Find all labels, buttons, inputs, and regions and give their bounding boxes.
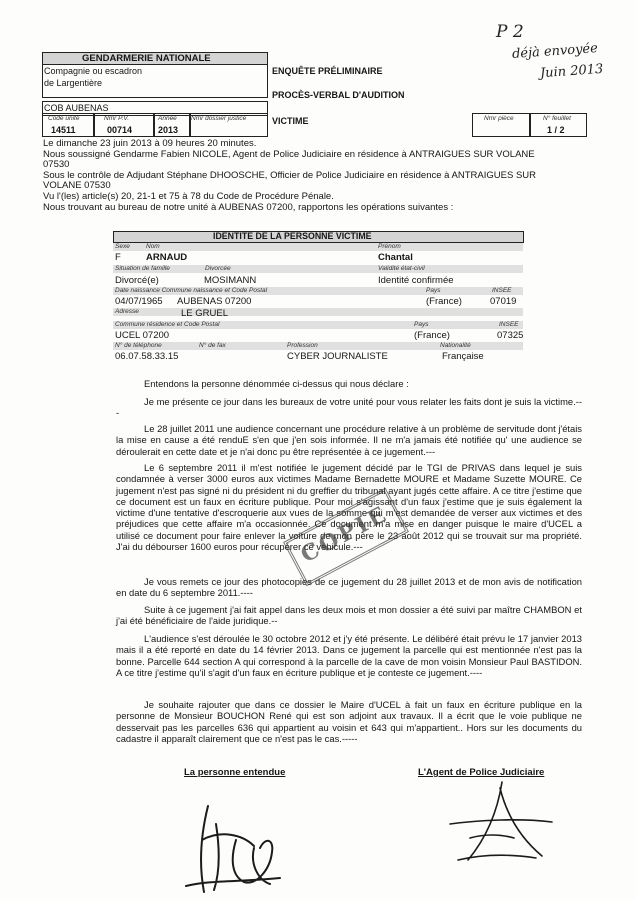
paragraph: L'audience s'est déroulée le 30 octobre 2012 et j'y été présente. Le délibéré était prévu le 17 janvier 2013 mais il a été reporté en date du 14 février 2013. Dans ce jugement la parcelle qui est mentionnée n'est pas la bonne. Parcelle 644 section A qui correspond à la parcelle de la cave de mon voisin Monsieur Paul BASTIDON. A ce titre j'estime qu'il s'agit d'un faux en écriture publique et je conteste ce jugement.---- bbox=[116, 633, 582, 678]
statement-paragraph-5 bbox=[116, 604, 582, 627]
intro-line: Nous trouvant au bureau de notre unité à AUBENAS 07200, rapportons les opérations suivantes : bbox=[43, 201, 454, 213]
pays-label: Pays bbox=[426, 287, 441, 294]
paragraph: Je souhaite rajouter que dans ce dossier le Maire d'UCEL à fait un faux en écriture publique en la personne de Monsieur BOUCHON René qui est son adjoint aux travaux. Il a écrit que le voie publique ne desservait pas les parcelles 636 qui appartient au voisin et 643 qui m'appartient.. Hors sur les documents du cadastre il apparaît clairement que ce n'est pas le cas.----- bbox=[116, 699, 582, 744]
paragraph: Le 6 septembre 2011 il m'est notifiée le jugement décidé par le TGI de PRIVAS dans lequel je suis condamnée à verser 3000 euros aux victimes Madame Bernadette MOURE et Madame Suzette MOURE. Ce jugement n'est pas signé ni du président ni du greffier du tribunal ayant jugés cette affaire. A ce titre j'estime que ce document est un faux en écriture publique. Pour moi s'agissant d'un faux j'estime que je suis également la victime d'une tentative d'escroquerie aux vues de la somme qui m'est demandée de verser aux victimes et des préjudices que cette affaire m'a occasionnée. Ce document m'a mise en danger puisque le maire d'UCEL a utilisé ce document pour faire enlever la voiture de mon père le 23 août 2012 qui se trouvait sur ma propriété. J'ai du débourser 1600 euros pour récupérer ce véhicule.--- bbox=[116, 462, 582, 553]
feuillet-label: N° feuillet bbox=[543, 115, 571, 122]
prenom-label: Prénom bbox=[378, 243, 401, 250]
annee-value: 2013 bbox=[158, 125, 179, 135]
naissance-commune-value: AUBENAS 07200 bbox=[177, 296, 252, 307]
company-label: Compagnie ou escadron bbox=[44, 66, 143, 76]
unit-name: COB AUBENAS bbox=[44, 103, 109, 113]
intro-line: VOLANE 07530 bbox=[43, 180, 111, 192]
naissance-label: Date naissance Commune naissance et Code Postal bbox=[115, 287, 268, 294]
tel-label: N° de téléphone bbox=[115, 342, 162, 349]
company-value: de Largentière bbox=[44, 78, 103, 88]
validite-value: Identité confirmée bbox=[378, 275, 454, 286]
tel-value: 06.07.58.33.15 bbox=[115, 351, 179, 362]
identity-title: IDENTITE DE LA PERSONNE VICTIME bbox=[213, 231, 372, 241]
statement-paragraph-6 bbox=[116, 633, 582, 678]
intro-line: Vu l'(les) article(s) 20, 21-1 et 75 à 78 du Code de Procédure Pénale. bbox=[43, 190, 334, 202]
nmr-pv-value: 00714 bbox=[107, 125, 133, 135]
doc-type: ENQUÊTE PRÉLIMINAIRE bbox=[272, 66, 383, 76]
insee-value: 07019 bbox=[490, 296, 517, 307]
adresse-value: LE GRUEL bbox=[181, 308, 228, 319]
insee2-value: 07325 bbox=[497, 330, 524, 341]
pays-value: (France) bbox=[426, 296, 462, 307]
statement-intro bbox=[116, 378, 582, 389]
identity-row-bg bbox=[113, 243, 523, 251]
doc-title: PROCÈS-VERBAL D'AUDITION bbox=[272, 90, 405, 100]
insee-label: INSEE bbox=[492, 287, 512, 294]
situation-label: Situation de famille bbox=[115, 265, 170, 272]
pays2-value: (France) bbox=[414, 330, 450, 341]
code-unite-value: 14511 bbox=[51, 125, 76, 135]
handwritten-note-sent: déjà envoyée bbox=[511, 41, 599, 62]
signature-left-mark bbox=[180, 800, 290, 895]
intro-line: Sous le contrôle de Adjudant Stéphane DHOOSCHE, Officier de Police Judiciaire en résidence à ANTRAIGUES SUR bbox=[43, 169, 537, 181]
nom-label: Nom bbox=[146, 243, 160, 250]
fax-label: N° de fax bbox=[199, 342, 226, 349]
paragraph: Je vous remets ce jour des photocopies de ce jugement du 28 juillet 2013 et de mon avis de notification en date du 6 septembre 2011.---- bbox=[116, 576, 582, 599]
statement-paragraph-7 bbox=[116, 699, 582, 744]
divorcee-label: Divorcée bbox=[205, 265, 231, 272]
situation-value: Divorcé(e) bbox=[115, 275, 159, 286]
paragraph: Entendons la personne dénommée ci-dessus qui nous déclare : bbox=[144, 378, 409, 389]
feuillet-value: 1 / 2 bbox=[547, 125, 565, 135]
handwritten-note-page: P 2 bbox=[496, 22, 524, 42]
nationalite-value: Française bbox=[442, 351, 484, 362]
intro-line: 07530 bbox=[43, 159, 70, 171]
statement-paragraph-4 bbox=[116, 576, 582, 599]
statement-paragraph-1 bbox=[116, 396, 582, 419]
org-name: GENDARMERIE NATIONALE bbox=[82, 53, 211, 64]
paragraph: Le 28 juillet 2011 une audience concernant une procédure relative à un problème de servitude dont j'étais la mise en cause a été renduE s'en que j'en sois informée. Il ne m'a jamais été notifiée qu' une audience se déroulerait en cette date et je n'ai donc pu être représentée à ce jugement.--- bbox=[116, 423, 582, 457]
signature-right-label: L'Agent de Police Judiciaire bbox=[418, 767, 545, 778]
profession-label: Profession bbox=[287, 342, 318, 349]
nom-value: ARNAUD bbox=[146, 252, 188, 263]
paragraph: Je me présente ce jour dans les bureaux de votre unité pour vous relater les faits dont je suis la victime.--- bbox=[116, 396, 582, 419]
identity-row-bg bbox=[113, 308, 523, 316]
divorcee-value: MOSIMANN bbox=[204, 275, 257, 286]
nmr-pv-label: Nmr P.V. bbox=[104, 115, 130, 122]
sexe-label: Sexe bbox=[115, 243, 130, 250]
prenom-value: Chantal bbox=[378, 252, 413, 263]
insee2-label: INSEE bbox=[499, 321, 519, 328]
identity-row-bg bbox=[113, 265, 523, 273]
intro-block bbox=[43, 139, 603, 213]
profession-value: CYBER JOURNALISTE bbox=[287, 351, 388, 362]
handwritten-note-date: Juin 2013 bbox=[539, 61, 604, 82]
adresse-label: Adresse bbox=[115, 308, 139, 315]
piece-label: Nmr pièce bbox=[484, 115, 514, 122]
validite-label: Validité état-civil bbox=[378, 265, 425, 272]
naissance-date-value: 04/07/1965 bbox=[115, 296, 163, 307]
annee-label: Année bbox=[158, 115, 177, 122]
sexe-value: F bbox=[115, 252, 121, 263]
intro-line: Nous soussigné Gendarme Fabien NICOLE, Agent de Police Judiciaire en résidence à ANTRAIGUES SUR VOLANE bbox=[43, 148, 535, 160]
paragraph: Suite à ce jugement j'ai fait appel dans les deux mois et mon dossier a été suivi par maître CHAMBON et j'ai été bénéficiaire de l'aide juridique.-- bbox=[116, 604, 582, 627]
commune-label: Commune résidence et Code Postal bbox=[115, 321, 220, 328]
doc-subject: VICTIME bbox=[272, 116, 309, 126]
dossier-label: Nmr dossier justice bbox=[191, 115, 247, 122]
signature-left-label: La personne entendue bbox=[184, 767, 286, 778]
pays2-label: Pays bbox=[414, 321, 429, 328]
nationalite-label: Nationalité bbox=[440, 342, 471, 349]
commune-value: UCEL 07200 bbox=[115, 330, 170, 341]
copy-stamp-text: COPIE bbox=[296, 500, 393, 569]
signature-right-mark bbox=[440, 778, 560, 868]
intro-line: Le dimanche 23 juin 2013 à 09 heures 20 minutes. bbox=[43, 138, 257, 149]
code-unite-label: Code unité bbox=[48, 115, 80, 122]
statement-paragraph-2 bbox=[116, 423, 582, 457]
